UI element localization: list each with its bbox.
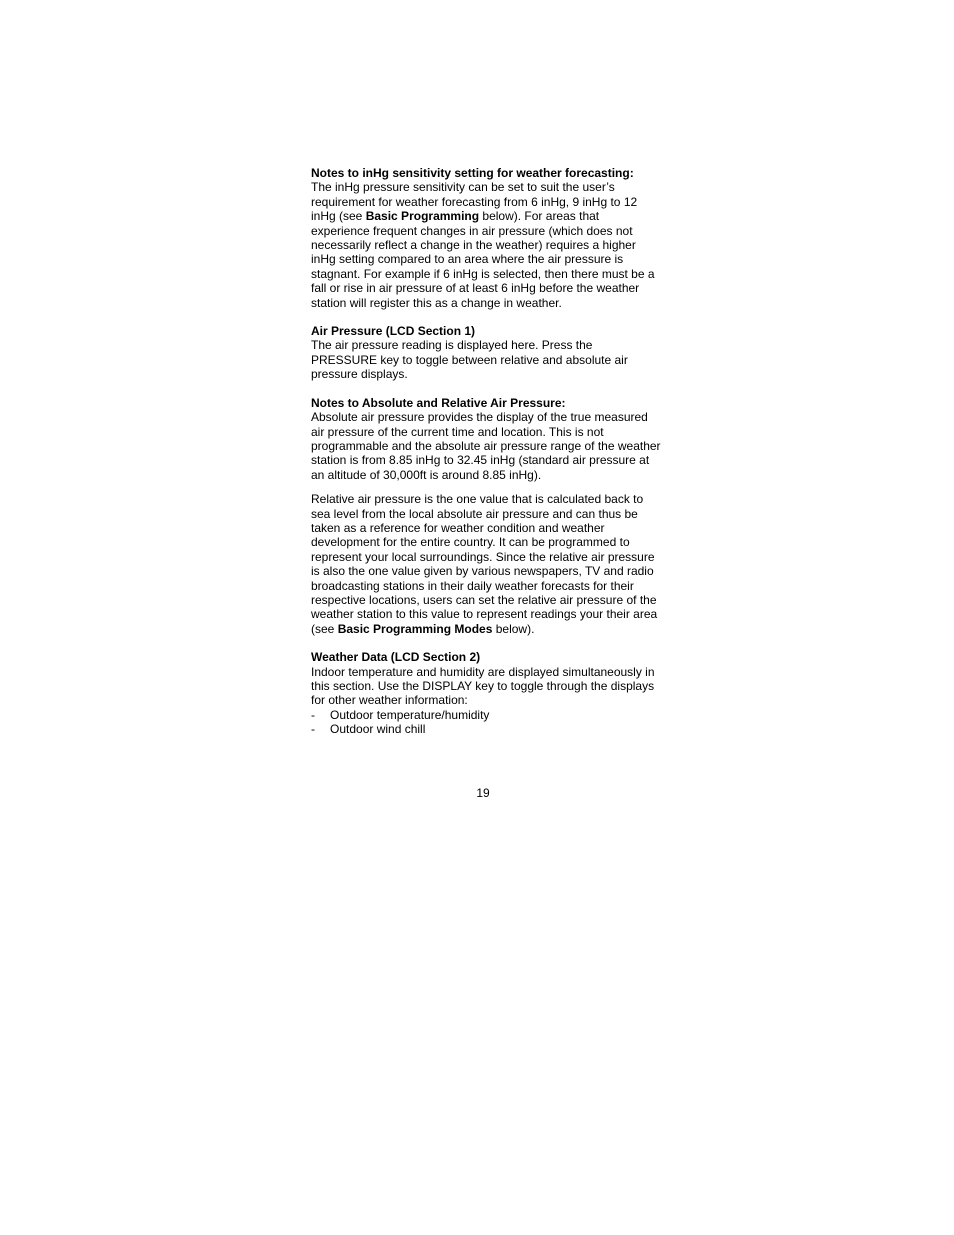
weather-data-heading: Weather Data (LCD Section 2) bbox=[311, 650, 481, 665]
basic-programming-modes-ref: Basic Programming Modes bbox=[337, 621, 493, 636]
list-item: - Outdoor wind chill bbox=[311, 722, 426, 737]
air-pressure-heading: Air Pressure (LCD Section 1) bbox=[311, 324, 476, 339]
weather-data-body: Indoor temperature and humidity are displayed simultaneously in this section. Use the DISPLAY key to toggle through the displays for other weather information: bbox=[311, 664, 655, 708]
abs-rel-notes-para2: Relative air pressure is the one value that is calculated back to sea level from the local absolute air pressure and can thus be taken as a reference for weather condition and weather development for the entire country. It can be programmed to represent your local surroundings. Since the relative air pressure is also the one value given by various newspapers, TV and radio broadcasting stations in their daily weather forecasts for their respective locations, users can set the relative air pressure of the weather station to this value to represent readings your their area (see Basic Programming Modes below). bbox=[311, 492, 658, 636]
inhg-notes-body: The inHg pressure sensitivity can be set to suit the user’s requirement for weather forecasting from 6 inHg, 9 inHg to 12 inHg (see Basic Programming below). For areas that experience frequent changes in air pressure (which does not necessarily reflect a change in the weather) requires a higher inHg setting compared to an area where the air pressure is stagnant. For example if 6 inHg is selected, then there must be a fall or rise in air pressure of at least 6 inHg before the weather station will register this as a change in weather. bbox=[311, 180, 655, 310]
basic-programming-ref: Basic Programming bbox=[365, 209, 480, 224]
inhg-notes-heading: Notes to inHg sensitivity setting for weather forecasting: bbox=[311, 166, 634, 180]
abs-rel-notes-heading: Notes to Absolute and Relative Air Pressure: bbox=[311, 395, 566, 410]
page-number: 19 bbox=[476, 786, 490, 800]
page-text-column bbox=[311, 166, 661, 737]
weather-display-list bbox=[311, 708, 661, 737]
list-item: - Outdoor temperature/humidity bbox=[311, 707, 490, 722]
air-pressure-body: The air pressure reading is displayed here. Press the PRESSURE key to toggle between relative and absolute air pressure displays. bbox=[311, 338, 628, 382]
abs-rel-notes-para1: Absolute air pressure provides the display of the true measured air pressure of the current time and location. This is not programmable and the absolute air pressure range of the weather station is from 8.85 inHg to 32.45 inHg (standard air pressure at an altitude of 30,000ft is around 8.85 inHg). bbox=[311, 410, 661, 482]
